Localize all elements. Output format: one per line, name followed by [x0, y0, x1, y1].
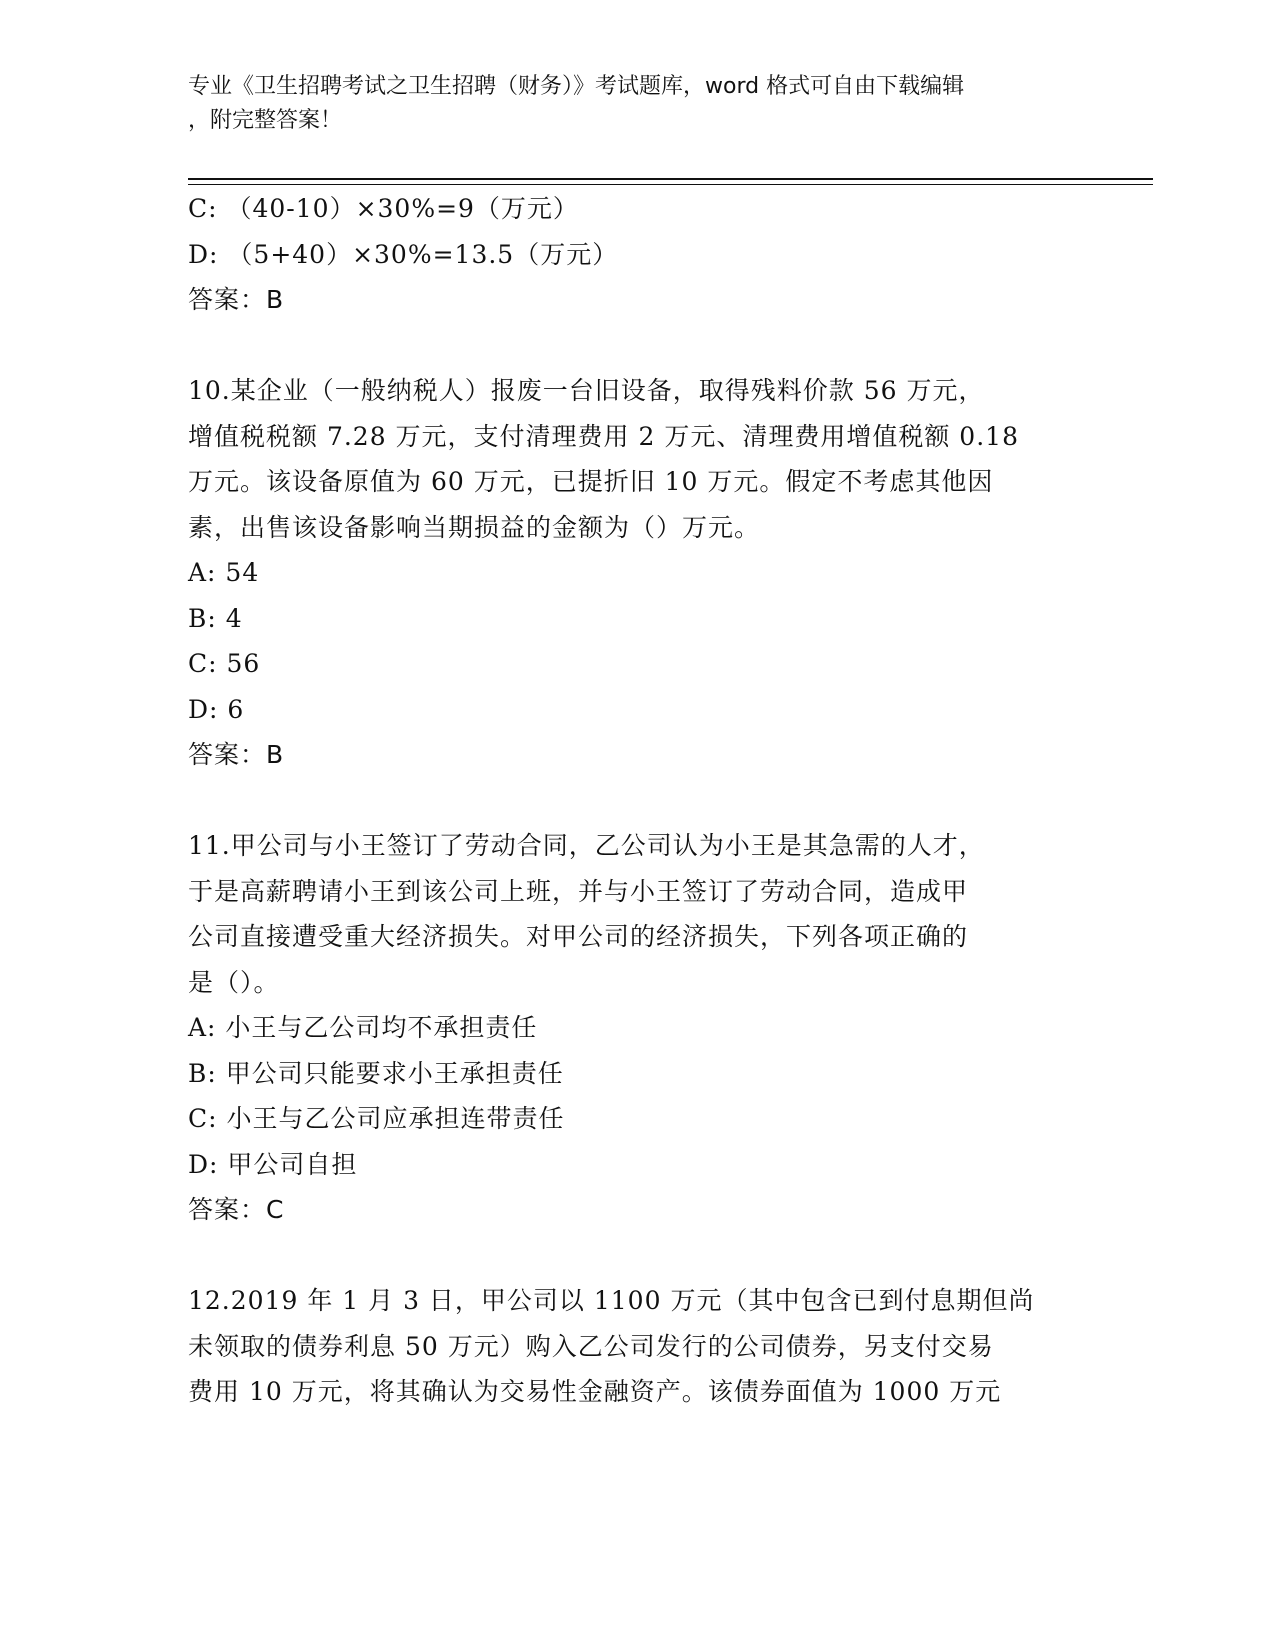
question-12 [188, 1278, 1068, 1415]
document-header: 专业《卫生招聘考试之卫生招聘（财务）》考试题库，word 格式可自由下载编辑 ，附完整答案！ [188, 74, 965, 133]
question-stem: 12.2019 年 1 月 3 日，甲公司以 1100 万元（其中包含已到付息期但尚 未领取的债券利息 50 万元）购入乙公司发行的公司债券，另支付交易 费用 10 万元，将其确认为交易性金融资产。该债券面值为 1000 万元 [188, 1286, 1035, 1406]
option-c: C: （40-10）×30%=9（万元） [188, 194, 579, 223]
prev-question [188, 186, 1068, 323]
spacer [188, 323, 1068, 369]
answer-line: 答案：C [188, 1195, 285, 1224]
option-d: D: （5+40）×30%=13.5（万元） [188, 239, 619, 269]
document-body [188, 186, 1068, 1415]
spacer [188, 1233, 1068, 1279]
header-divider-thin [188, 184, 1153, 185]
header-divider-thick [188, 178, 1153, 180]
option-d: D: 甲公司自担 [188, 1149, 358, 1179]
question-10 [188, 368, 1068, 778]
answer-line: 答案：B [188, 285, 285, 314]
option-a: A: 54 [188, 558, 260, 587]
question-stem: 10.某企业（一般纳税人）报废一台旧设备，取得残料价款 56 万元， 增值税税额 7.28 万元，支付清理费用 2 万元、清理费用增值税额 0.18 万元。该设备原值为 60 万元，已提折旧 10 万元。假定不考虑其他因 素，出售该设备影响当期损益的金额为（）万元。 [188, 376, 1019, 542]
option-b: B: 4 [188, 603, 243, 633]
option-d: D: 6 [188, 694, 245, 724]
option-c: C: 小王与乙公司应承担连带责任 [188, 1104, 565, 1133]
spacer [188, 778, 1068, 824]
answer-line: 答案：B [188, 740, 285, 769]
question-stem: 11.甲公司与小王签订了劳动合同，乙公司认为小王是其急需的人才， 于是高薪聘请小王到该公司上班，并与小王签订了劳动合同，造成甲 公司直接遭受重大经济损失。对甲公司的经济损失，下列各项正确的 是（）。 [188, 831, 985, 997]
option-a: A: 小王与乙公司均不承担责任 [188, 1013, 538, 1042]
option-b: B: 甲公司只能要求小王承担责任 [188, 1058, 564, 1088]
question-11 [188, 823, 1068, 1233]
option-c: C: 56 [188, 649, 261, 678]
